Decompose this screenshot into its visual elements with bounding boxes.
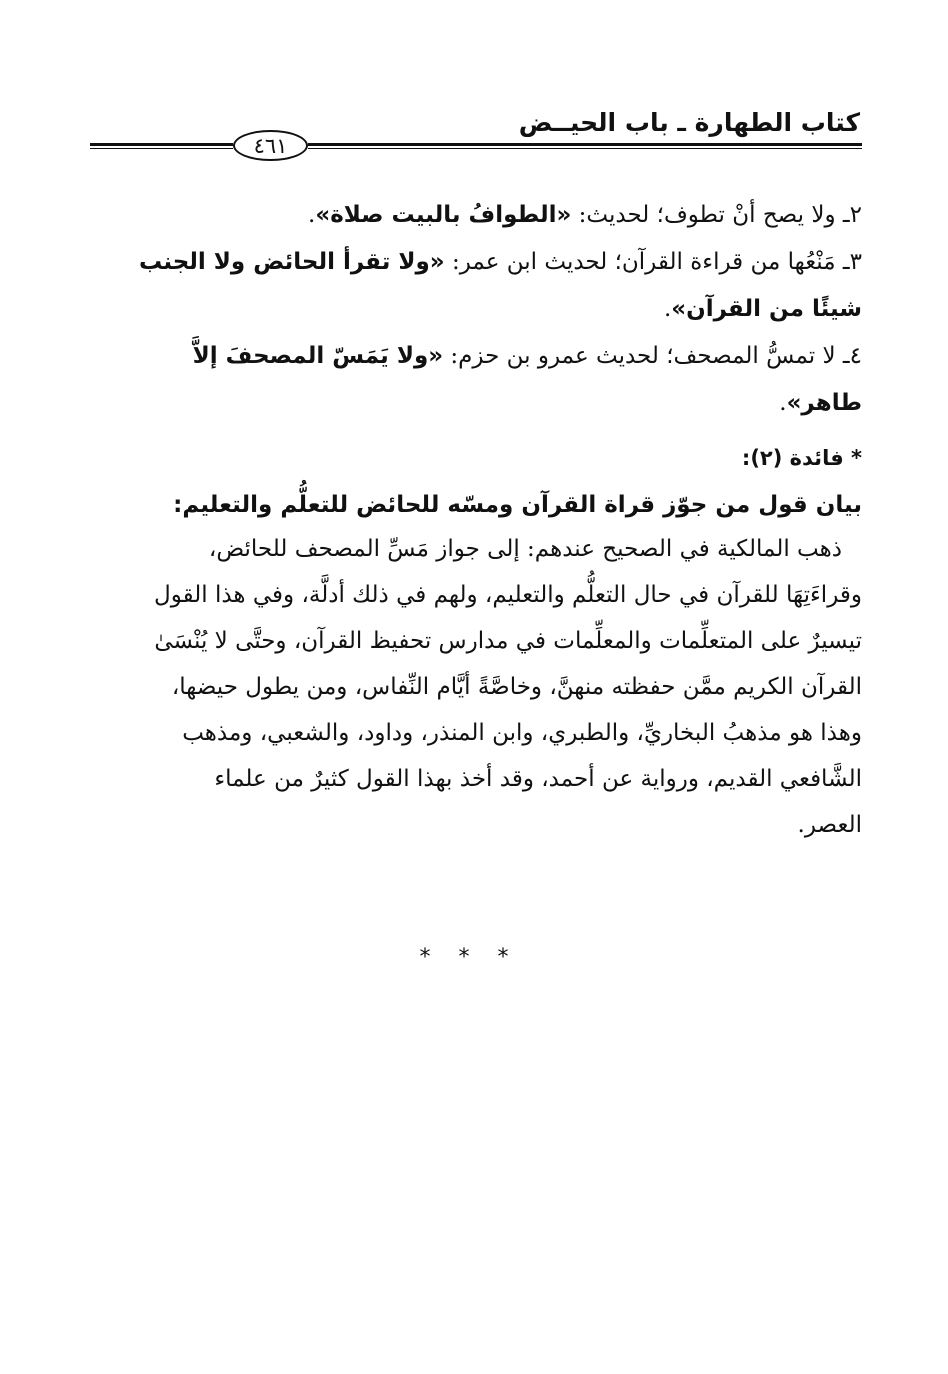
item-text: لا تمسُّ المصحف؛ لحديث عمرو بن حزم: [443,343,836,369]
item-marker: ٢ـ [842,202,862,228]
list-item [193,334,862,378]
item-marker: ٤ـ [842,343,862,369]
header-rule-left [90,143,233,149]
list-item [308,193,862,237]
paragraph-line: العصر. [797,812,862,838]
item-end: . [308,202,316,228]
list-item-continued [779,381,862,425]
paragraph-line: وهذا هو مذهبُ البخاريِّ، والطبري، وابن المنذر، وداود، والشعبي، ومذهب [182,720,862,746]
hadith-quote: «الطوافُ بالبيت صلاة» [315,202,572,228]
paragraph-line: الشَّافعي القديم، ورواية عن أحمد، وقد أخذ بهذا القول كثيرٌ من علماء [214,766,862,792]
item-marker: ٣ـ [842,249,862,275]
hadith-quote: «ولا تقرأ الحائض ولا الجنب [138,249,445,275]
hadith-quote: «ولا يَمَسّ المصحفَ إلاَّ [192,343,444,369]
header-rule [90,128,862,164]
list-item-continued [664,287,862,331]
paragraph-line: تيسيرٌ على المتعلِّمات والمعلِّمات في مدارس تحفيظ القرآن، وحتَّى لا يُنْسَىٰ [154,628,862,654]
benefit-subheading: بيان قول من جوّز قراة القرآن ومسّه للحائض للتعلُّم والتعليم: [173,492,862,518]
item-end: . [663,296,672,322]
paragraph-line: وقراءَتِهَا للقرآن في حال التعلُّم والتعليم، ولهم في ذلك أدلَّة، وفي هذا القول [154,582,862,608]
section-separator: *** [419,945,537,970]
paragraph-line: ذهب المالكية في الصحيح عندهم: إلى جواز مَسِّ المصحف للحائض، [208,536,842,562]
benefit-heading: * فائدة (٢): [741,446,862,470]
paragraph-line: القرآن الكريم ممَّن حفظته منهنَّ، وخاصَّةً أيَّام النِّفاس، ومن يطول حيضها، [171,674,862,700]
header-rule-right [308,143,862,149]
item-text: مَنْعُها من قراءة القرآن؛ لحديث ابن عمر: [444,249,836,275]
hadith-quote: طاهر» [786,390,862,416]
item-text: ولا يصح أنْ تطوف؛ لحديث: [571,202,836,228]
item-end: . [779,390,787,416]
running-title: كتاب الطهارة ـ باب الحيــض [518,108,860,137]
list-item [139,240,862,284]
page-number: ٤٦١ [233,130,308,161]
hadith-quote: شيئًا من القرآن» [671,296,862,322]
